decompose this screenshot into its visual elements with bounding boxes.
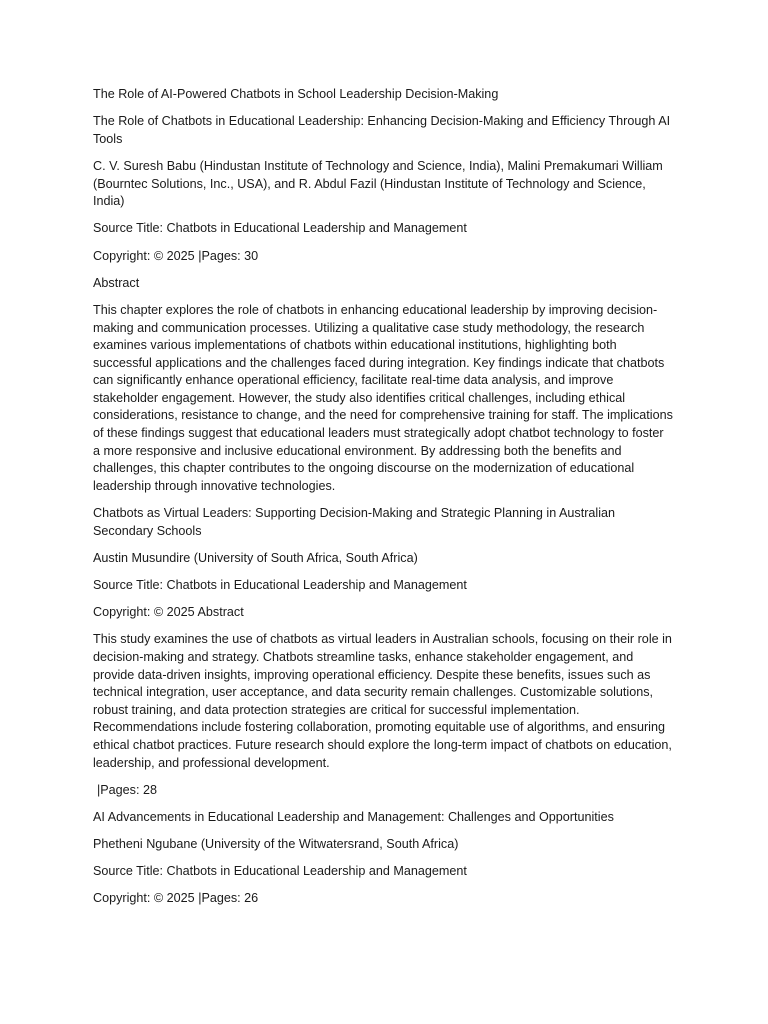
chapter-authors: Austin Musundire (University of South Africa, South Africa) [93, 550, 418, 565]
document-page [93, 86, 673, 918]
chapter-title: AI Advancements in Educational Leadership and Management: Challenges and Opportunities [93, 809, 614, 824]
pages-count: |Pages: 28 [97, 782, 157, 797]
section-heading: The Role of AI-Powered Chatbots in School Leadership Decision-Making [93, 87, 499, 101]
source-title: Source Title: Chatbots in Educational Leadership and Management [93, 578, 467, 592]
abstract-label: Abstract [93, 275, 140, 290]
copyright-line: Copyright: © 2025 |Pages: 26 [93, 891, 259, 906]
copyright-line: Copyright: © 2025 Abstract [93, 605, 244, 620]
abstract-text: This chapter explores the role of chatbots in enhancing educational leadership by improving decision-making and communication processes. Utilizing a qualitative case study methodology, the research examines various implementations of chatbots within educational institutions, highlighting both successful applications and the challenges faced during integration. Key findings indicate that chatbots can significantly enhance operational efficiency, facilitate real-time data analysis, and improve stakeholder engagement. However, the study also identifies critical challenges, including ethical considerations, resistance to change, and the need for comprehensive training for staff. The implications of these findings suggest that educational leaders must strategically adopt chatbot technology to foster a more responsive and inclusive educational environment. By addressing both the benefits and challenges, this chapter contributes to the ongoing discourse on the modernization of educational leadership through innovative technologies. [93, 302, 673, 493]
abstract-text: This study examines the use of chatbots as virtual leaders in Australian schools, focusing on their role in decision-making and strategy. Chatbots streamline tasks, enhance stakeholder engagement, and provide data-driven insights, improving operational efficiency. Despite these benefits, issues such as technical integration, user acceptance, and data security remain challenges. Customizable solutions, robust training, and data protection strategies are critical for successful implementation. Recommendations include fostering collaboration, promoting equitable use of algorithms, and ensuring ethical chatbot practices. Future research should explore the long-term impact of chatbots on education, leadership, and professional development. [93, 632, 672, 770]
source-title: Source Title: Chatbots in Educational Leadership and Management [93, 864, 467, 879]
chapter-title: Chatbots as Virtual Leaders: Supporting Decision-Making and Strategic Planning in Australian Secondary Schools [93, 506, 616, 538]
chapter-authors: Phetheni Ngubane (University of the Witwatersrand, South Africa) [93, 837, 459, 852]
chapter-title: The Role of Chatbots in Educational Leadership: Enhancing Decision-Making and Efficiency Through AI Tools [93, 114, 671, 146]
copyright-line: Copyright: © 2025 |Pages: 30 [93, 248, 259, 263]
chapter-authors: C. V. Suresh Babu (Hindustan Institute of Technology and Science, India), Malini Premakumari William (Bourntec Solutions, Inc., USA), and R. Abdul Fazil (Hindustan Institute of Technology and Science, India) [93, 158, 663, 209]
source-title: Source Title: Chatbots in Educational Leadership and Management [93, 221, 467, 236]
